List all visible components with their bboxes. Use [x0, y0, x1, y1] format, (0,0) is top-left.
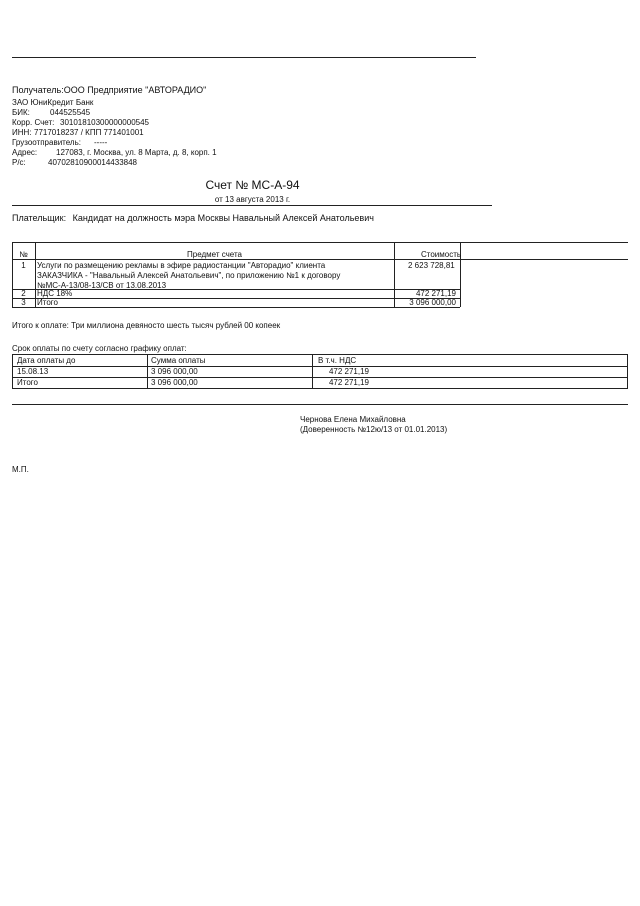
- recipient-name: ООО Предприятие "АВТОРАДИО": [63, 85, 207, 95]
- recipient-label: Получатель:: [12, 85, 64, 95]
- bik-label: БИК:: [12, 108, 30, 117]
- schedule-row-2-date: Итого: [17, 378, 38, 387]
- items-header-subject: Предмет счета: [187, 250, 242, 259]
- shipper-label: Грузоотправитель:: [12, 138, 81, 147]
- schedule-title: Срок оплаты по счету согласно графику оплат:: [12, 344, 187, 353]
- recipient-requisites: [12, 98, 217, 168]
- items-top-rule: [12, 242, 628, 243]
- schedule-row-1-date: 15.08.13: [17, 367, 49, 376]
- title-rule: [12, 205, 492, 206]
- items-header-cost: Стоимость: [420, 250, 462, 259]
- schedule-col-sum: [147, 354, 148, 388]
- invoice-date: от 13 августа 2013 г.: [214, 195, 291, 204]
- items-row-2-subject: НДС 18%: [37, 289, 73, 298]
- schedule-bottom-rule: [12, 388, 628, 389]
- inn-row: [12, 128, 217, 138]
- account-label: Р/с:: [12, 158, 26, 167]
- account-value: 40702810900014433848: [48, 158, 137, 167]
- inn-label: ИНН:: [12, 128, 32, 137]
- schedule-row-1-vat: 472 271,19: [328, 367, 369, 376]
- top-rule: [12, 57, 476, 58]
- stamp-place: М.П.: [12, 465, 29, 474]
- items-row2-rule: [12, 298, 460, 299]
- total-in-words: Итого к оплате: Три миллиона девяносто шесть тысяч рублей 00 копеек: [12, 321, 281, 330]
- items-row-3-cost: 3 096 000,00: [409, 298, 456, 307]
- inn-value: 7717018237 / КПП 771401001: [34, 128, 144, 137]
- items-header-num: №: [19, 250, 28, 259]
- items-row-1-subject-line: №МС-А-13/08-13/СВ от 13.08.2013: [37, 281, 167, 290]
- invoice-title: Счет № МС-А-94: [205, 178, 300, 192]
- address-row: [12, 148, 217, 158]
- schedule-row-1-sum: 3 096 000,00: [151, 367, 198, 376]
- signature-rule: [12, 404, 628, 405]
- items-bottom-rule: [12, 307, 460, 308]
- corr-label: Корр. Счет:: [12, 118, 55, 127]
- items-row-3-subject: Итого: [37, 298, 58, 307]
- schedule-header-date: Дата оплаты до: [17, 356, 76, 365]
- schedule-row-2-vat: 472 271,19: [328, 378, 369, 387]
- account-row: [12, 158, 217, 168]
- recipient-line: [12, 85, 206, 96]
- schedule-header-sum: Сумма оплаты: [151, 356, 206, 365]
- schedule-col-left: [12, 354, 13, 388]
- bik-value: 044525545: [50, 108, 91, 117]
- signature-name: Чернова Елена Михайловна: [300, 415, 406, 424]
- schedule-row-2-sum: 3 096 000,00: [151, 378, 198, 387]
- address-label: Адрес:: [12, 148, 38, 157]
- schedule-top-rule: [12, 354, 628, 355]
- bank-name: ЗАО ЮниКредит Банк: [12, 98, 94, 107]
- items-row-1-subject-line: Услуги по размещению рекламы в эфире радиостанции "Авторадио" клиента: [37, 261, 326, 270]
- items-row-2-num: 2: [21, 289, 26, 298]
- schedule-header-vat: В т.ч. НДС: [318, 356, 357, 365]
- bik-row: [12, 108, 217, 118]
- items-row-1-num: 1: [21, 261, 26, 270]
- signature-proxy: (Доверенность №12ю/13 от 01.01.2013): [300, 425, 448, 434]
- payer-line: [12, 213, 374, 224]
- items-row-3-num: 3: [21, 298, 26, 307]
- address-value: 127083, г. Москва, ул. 8 Марта, д. 8, корп. 1: [56, 148, 217, 157]
- payer-name: Кандидат на должность мэра Москвы Навальный Алексей Анатольевич: [72, 213, 374, 223]
- items-row-2-cost: 472 271,19: [415, 289, 456, 298]
- corr-value: 30101810300000000545: [60, 118, 149, 127]
- schedule-col-right: [627, 354, 628, 388]
- items-row-1-cost: 2 623 728,81: [408, 261, 455, 270]
- shipper-row: [12, 138, 217, 148]
- items-row-1-subject: [37, 261, 340, 291]
- shipper-value: -----: [94, 138, 108, 147]
- items-row-1-subject-line: ЗАКАЗЧИКА - "Навальный Алексей Анатольевич", по приложению №1 к договору: [37, 271, 341, 280]
- payer-label: Плательщик:: [12, 213, 67, 223]
- corr-row: [12, 118, 217, 128]
